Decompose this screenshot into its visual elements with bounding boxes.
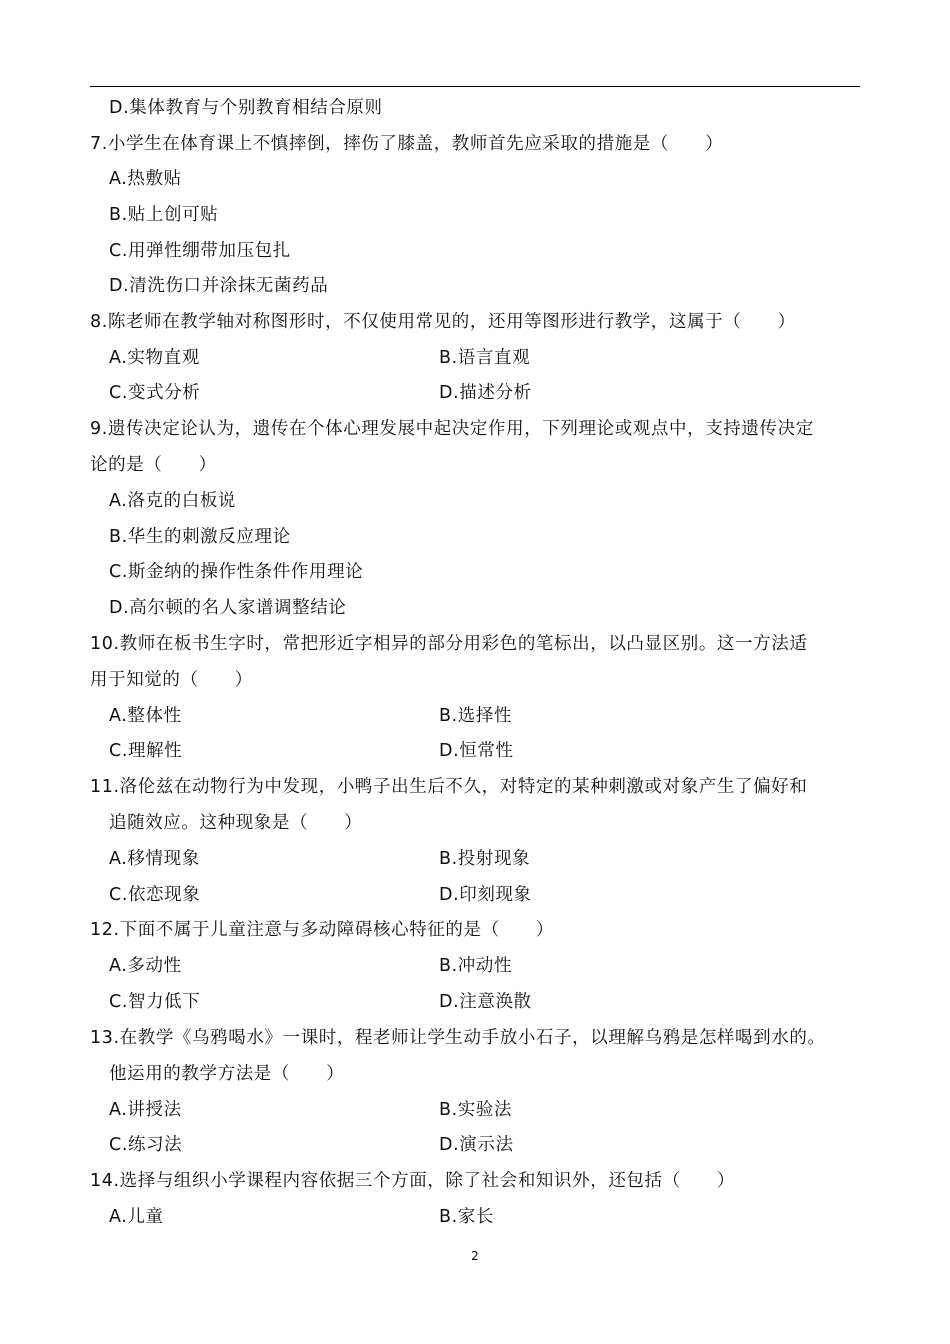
question-10-option-a: A.整体性 [109,706,182,726]
question-13-option-d: D.演示法 [439,1135,514,1155]
question-9-option-d: D.高尔顿的名人家谱调整结论 [109,598,347,618]
question-9-stem-line2: 论的是（ ） [90,455,217,475]
question-8-option-a: A.实物直观 [109,348,200,368]
question-10-option-c: C.理解性 [109,741,183,761]
question-9-option-c: C.斯金纳的操作性条件作用理论 [109,562,364,582]
question-8-stem: 8.陈老师在教学轴对称图形时，不仅使用常见的，还用等图形进行教学，这属于（ ） [90,312,796,332]
question-8-option-c: C.变式分析 [109,383,201,403]
question-12-option-b: B.冲动性 [439,956,513,976]
question-7-option-d: D.清洗伤口并涂抹无菌药品 [109,276,329,296]
question-7-option-a: A.热敷贴 [109,169,182,189]
question-7-option-c: C.用弹性绷带加压包扎 [109,241,291,261]
question-12-stem: 12.下面不属于儿童注意与多动障碍核心特征的是（ ） [90,920,555,940]
question-13-stem-line1: 13.在教学《乌鸦喝水》一课时，程老师让学生动手放小石子，以理解乌鸦是怎样喝到水的。 [90,1028,826,1048]
header-rule [90,86,860,87]
question-11-stem-line1: 11.洛伦兹在动物行为中发现，小鸭子出生后不久，对特定的某种刺激或对象产生了偏好和 [90,777,808,797]
question-12-option-c: C.智力低下 [109,992,201,1012]
question-8-option-b: B.语言直观 [439,348,531,368]
question-14-stem: 14.选择与组织小学课程内容依据三个方面，除了社会和知识外，还包括（ ） [90,1171,736,1191]
question-7-stem: 7.小学生在体育课上不慎摔倒，摔伤了膝盖，教师首先应采取的措施是（ ） [90,134,724,154]
question-13-option-a: A.讲授法 [109,1100,182,1120]
question-12-option-d: D.注意涣散 [439,992,532,1012]
question-9-option-a: A.洛克的白板说 [109,491,237,511]
prev-question-option-d: D.集体教育与个别教育相结合原则 [109,98,383,118]
question-9-stem-line1: 9.遗传决定论认为，遗传在个体心理发展中起决定作用，下列理论或观点中，支持遗传决定 [90,419,814,439]
question-8-option-d: D.描述分析 [439,383,532,403]
question-11-stem-line2: 追随效应。这种现象是（ ） [109,813,363,833]
page-number: 2 [471,1249,479,1263]
question-10-option-d: D.恒常性 [439,741,514,761]
question-14-option-b: B.家长 [439,1207,494,1227]
question-13-option-c: C.练习法 [109,1135,183,1155]
question-13-stem-line2: 他运用的教学方法是（ ） [109,1064,345,1084]
question-11-option-b: B.投射现象 [439,849,531,869]
question-12-option-a: A.多动性 [109,956,182,976]
question-11-option-a: A.移情现象 [109,849,200,869]
question-7-option-b: B.贴上创可贴 [109,205,219,225]
question-9-option-b: B.华生的刺激反应理论 [109,527,291,547]
question-10-stem-line2: 用于知觉的（ ） [90,670,253,690]
question-11-option-d: D.印刻现象 [439,885,532,905]
question-11-option-c: C.依恋现象 [109,885,201,905]
question-13-option-b: B.实验法 [439,1100,513,1120]
question-14-option-a: A.儿童 [109,1207,164,1227]
question-10-stem-line1: 10.教师在板书生字时，常把形近字相异的部分用彩色的笔标出，以凸显区别。这一方法适 [90,634,808,654]
question-10-option-b: B.选择性 [439,706,513,726]
